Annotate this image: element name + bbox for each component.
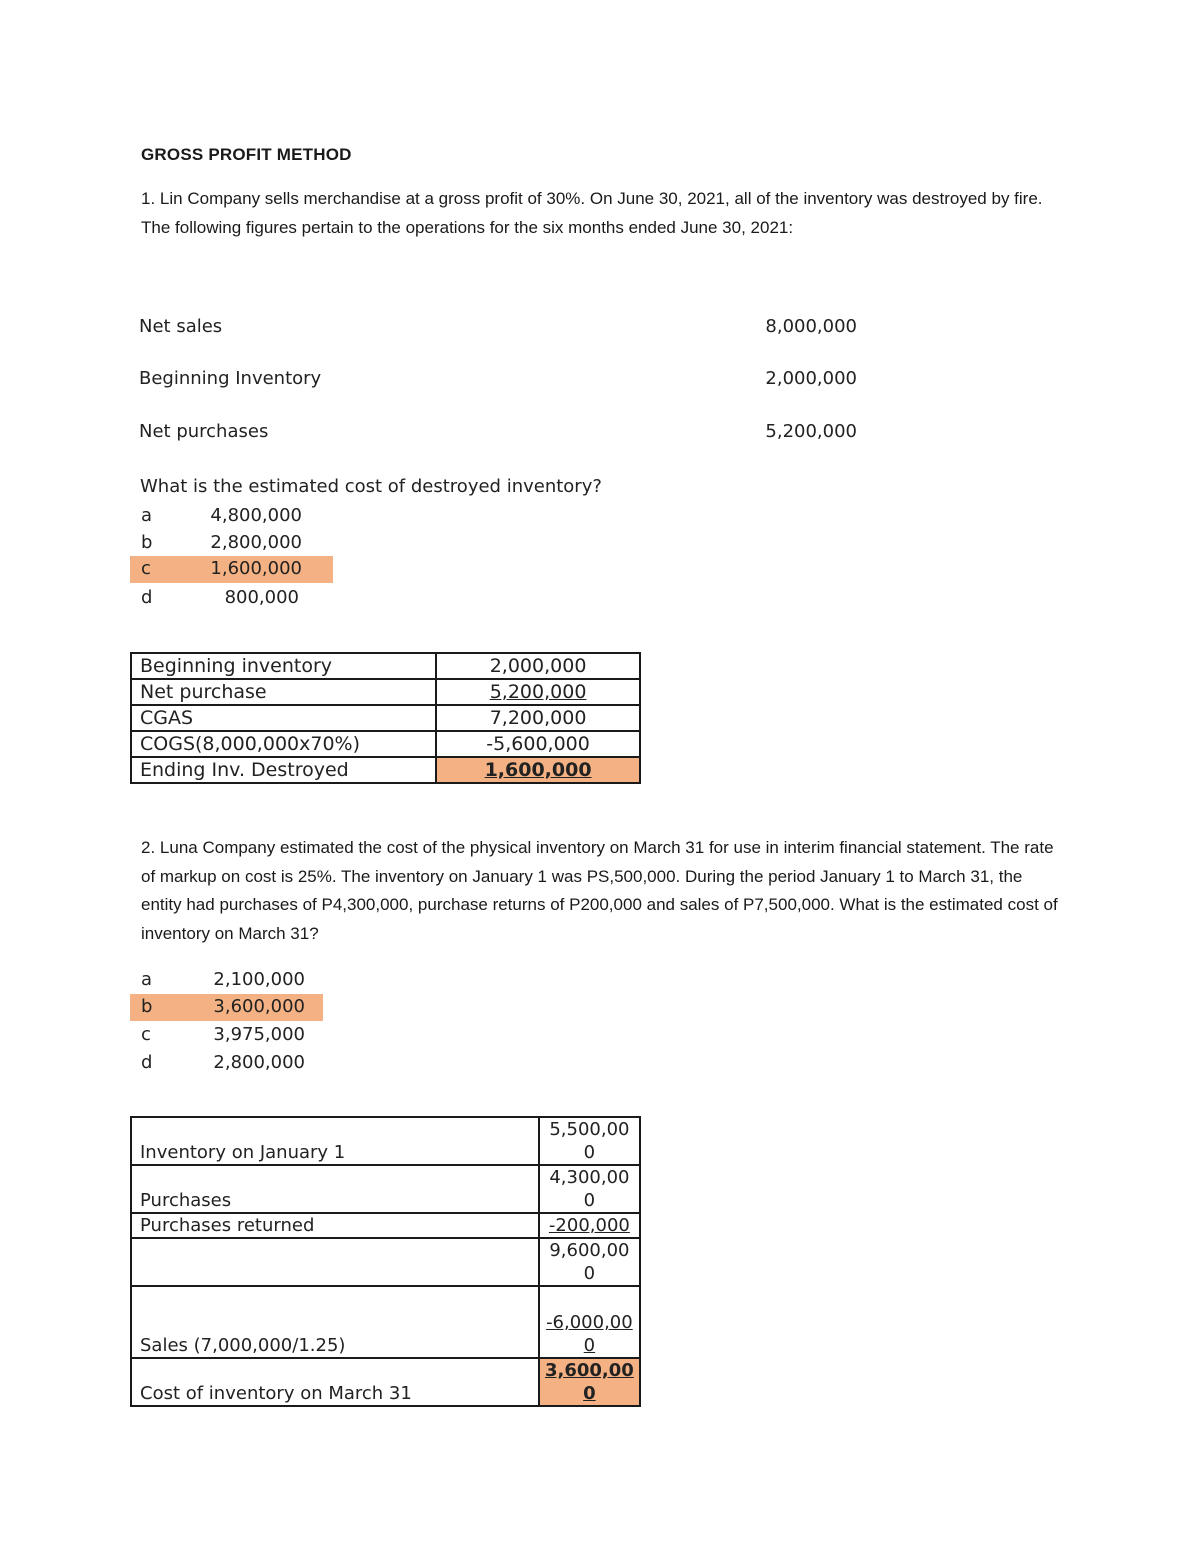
- choice-amount: 3,975,000: [213, 1024, 305, 1045]
- table-cell-label: Net purchase: [131, 679, 436, 705]
- table-cell-value: 2,000,000: [436, 653, 640, 679]
- choice-a: [130, 503, 333, 530]
- choice-c-highlighted: [130, 556, 333, 583]
- table-row: [131, 1117, 640, 1165]
- table-cell-value: 9,600,000: [539, 1238, 640, 1286]
- figure-row: [139, 421, 857, 442]
- choice-letter: a: [141, 969, 153, 990]
- table-cell-label: Purchases: [131, 1165, 539, 1213]
- table-row: [131, 1165, 640, 1213]
- figure-value: 8,000,000: [765, 316, 857, 337]
- table-cell-label: Inventory on January 1: [131, 1117, 539, 1165]
- problem-2-number: 2.: [141, 838, 156, 857]
- figure-row: [139, 368, 857, 389]
- choice-amount: 2,800,000: [210, 532, 302, 553]
- table-cell-answer: 1,600,000: [436, 757, 640, 783]
- table-row: [131, 653, 640, 679]
- problem-2-body: Luna Company estimated the cost of the physical inventory on March 31 for use in interim financial statement. The rate of markup on cost is 25%. The inventory on January 1 was PS,500,000. During the period January 1 to March 31, the entity had purchases of P4,300,000, purchase returns of P200,000 and sales of P7,500,000. What is the estimated cost of inventory on March 31?: [141, 838, 1058, 943]
- problem-1-body: Lin Company sells merchandise at a gross profit of 30%. On June 30, 2021, all of the inventory was destroyed by fire. The following figures pertain to the operations for the six months ended June 30, 2021:: [141, 189, 1043, 237]
- problem-1-question: What is the estimated cost of destroyed inventory?: [140, 476, 602, 497]
- table-cell-label: Beginning inventory: [131, 653, 436, 679]
- choice-amount: 2,800,000: [213, 1052, 305, 1073]
- table-row: [131, 731, 640, 757]
- table-row: [131, 1238, 640, 1286]
- choice-d: [130, 1050, 323, 1077]
- choice-a: [130, 967, 323, 994]
- choice-amount: 3,600,000: [213, 996, 305, 1017]
- table-row: [131, 1358, 640, 1406]
- figure-label: Net purchases: [139, 421, 269, 442]
- table-cell-value: -200,000: [539, 1213, 640, 1238]
- choice-letter: d: [141, 587, 153, 608]
- problem-2-text: [141, 834, 1066, 948]
- table-cell-label: [131, 1238, 539, 1286]
- problem-1-number: 1.: [141, 189, 156, 208]
- table-cell-value: 4,300,000: [539, 1165, 640, 1213]
- page-title: GROSS PROFIT METHOD: [141, 145, 352, 164]
- choice-letter: b: [141, 532, 153, 553]
- solution-table-1: [130, 652, 641, 784]
- figure-value: 2,000,000: [765, 368, 857, 389]
- table-cell-label: Purchases returned: [131, 1213, 539, 1238]
- choice-amount: 800,000: [224, 587, 299, 608]
- table-cell-value: 5,500,000: [539, 1117, 640, 1165]
- choice-amount: 2,100,000: [213, 969, 305, 990]
- table-row: [131, 679, 640, 705]
- table-cell-value: -5,600,000: [436, 731, 640, 757]
- table-cell-value: 7,200,000: [436, 705, 640, 731]
- figure-row: [139, 316, 857, 337]
- table-cell-label: Ending Inv. Destroyed: [131, 757, 436, 783]
- choice-b-highlighted: [130, 994, 323, 1021]
- table-row: [131, 1286, 640, 1358]
- figure-label: Beginning Inventory: [139, 368, 322, 389]
- choice-d: [130, 585, 333, 612]
- table-cell-label: Sales (7,000,000/1.25): [131, 1286, 539, 1358]
- figure-label: Net sales: [139, 316, 223, 337]
- problem-1-text: [141, 185, 1071, 242]
- table-row: [131, 1213, 640, 1238]
- choice-c: [130, 1022, 323, 1049]
- choice-amount: 4,800,000: [210, 505, 302, 526]
- table-cell-label: COGS(8,000,000x70%): [131, 731, 436, 757]
- table-cell-answer: 3,600,000: [539, 1358, 640, 1406]
- table-row: [131, 757, 640, 783]
- table-cell-value: -6,000,000: [539, 1286, 640, 1358]
- solution-table-2: [130, 1116, 641, 1407]
- table-cell-label: CGAS: [131, 705, 436, 731]
- choice-b: [130, 530, 333, 557]
- choice-letter: a: [141, 505, 153, 526]
- figure-value: 5,200,000: [765, 421, 857, 442]
- choice-letter: d: [141, 1052, 153, 1073]
- choice-letter: c: [141, 558, 151, 579]
- choice-letter: b: [141, 996, 153, 1017]
- table-row: [131, 705, 640, 731]
- choice-letter: c: [141, 1024, 151, 1045]
- choice-amount: 1,600,000: [210, 558, 302, 579]
- table-cell-value: 5,200,000: [436, 679, 640, 705]
- table-cell-label: Cost of inventory on March 31: [131, 1358, 539, 1406]
